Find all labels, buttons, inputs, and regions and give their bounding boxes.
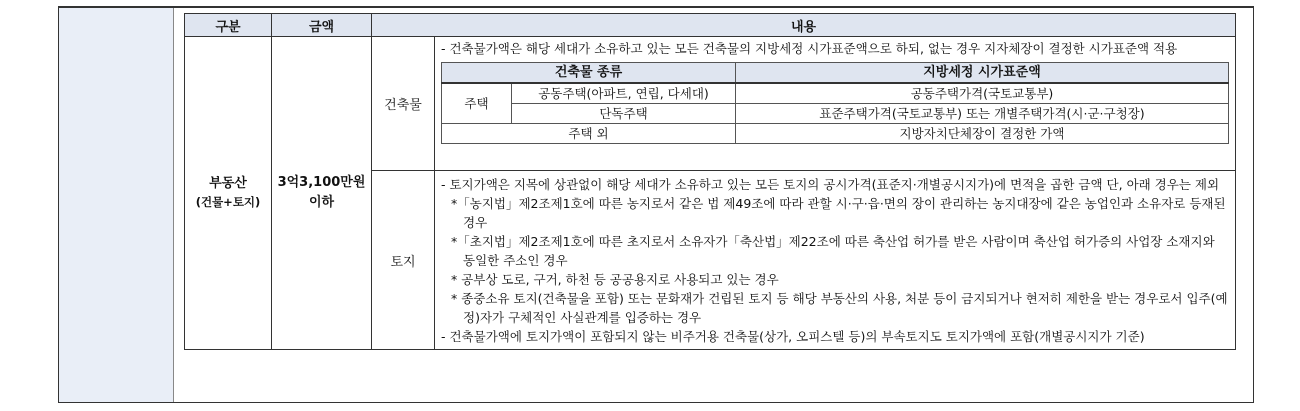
category-sublabel: (건물+토지) [195, 195, 261, 209]
land-line: - 건축물가액에 토지가액이 포함되지 않는 비주거용 건축물(상가, 오피스텔 등)의 부속토지도 토지가액에 포함(개별공시지가 기준) [441, 329, 1145, 344]
inner-header-type: 건축물 종류 [442, 63, 736, 84]
inner-type-cell: 주택 외 [442, 124, 736, 144]
header-content: 내용 [372, 14, 1236, 37]
header-row [185, 14, 1236, 37]
inner-row [442, 104, 1229, 124]
inner-header-value: 지방세정 시가표준액 [736, 63, 1229, 84]
amount-qualifier: 이하 [308, 195, 335, 210]
building-type-table [441, 62, 1229, 144]
building-label: 건축물 [372, 37, 435, 171]
header-category: 구분 [185, 14, 272, 37]
document-frame [58, 6, 1254, 403]
inner-row [442, 124, 1229, 144]
inner-type-cell: 단독주택 [512, 104, 736, 124]
amount-value: 3억3,100만원 [277, 175, 366, 190]
land-exception-note: * 종중소유 토지(건축물을 포함) 또는 문화재가 건립된 토지 등 해당 부동산의 사용, 처분 등이 금지되거나 현저히 제한을 받는 경우로서 입주(예정)자가 구체적인 사실관계를 입증하는 경우 [451, 291, 1228, 325]
inner-value-cell: 공동주택가격(국토교통부) [736, 83, 1229, 104]
building-content [435, 37, 1236, 171]
building-row [185, 37, 1236, 171]
building-description: - 건축물가액은 해당 세대가 소유하고 있는 모든 건축물의 지방세정 시가표준액으로 하되, 없는 경우 지자체장이 결정한 시가표준액 적용 [441, 41, 1178, 56]
amount-cell [272, 37, 372, 350]
header-amount: 금액 [272, 14, 372, 37]
land-content [435, 171, 1236, 350]
land-exception-note: *「농지법」제2조제1호에 따른 농지로서 같은 법 제49조에 따라 관할 시·구·읍·면의 장이 관리하는 농지대장에 같은 농업인과 소유자로 등재된 경우 [451, 196, 1226, 230]
category-cell [185, 37, 272, 350]
asset-criteria-table [184, 13, 1236, 350]
inner-type-cell: 공동주택(아파트, 연립, 다세대) [512, 83, 736, 104]
house-label: 주택 [442, 83, 512, 124]
inner-row [442, 83, 1229, 104]
land-label: 토지 [372, 171, 435, 350]
inner-header-row [442, 63, 1229, 84]
land-exception-note: *「초지법」제2조제1호에 따른 초지로서 소유자가「축산법」제22조에 따른 축산업 허가를 받은 사람이며 축산업 허가증의 사업장 소재지와 동일한 주소인 경우 [451, 234, 1215, 268]
land-line: - 토지가액은 지목에 상관없이 해당 세대가 소유하고 있는 모든 토지의 공시가격(표준지·개별공시지가)에 면적을 곱한 금액 단, 아래 경우는 제외 [441, 177, 1220, 192]
left-margin-column [59, 8, 174, 402]
land-exception-note: * 공부상 도로, 구거, 하천 등 공공용지로 사용되고 있는 경우 [451, 272, 779, 287]
inner-value-cell: 지방자치단체장이 결정한 가액 [736, 124, 1229, 144]
inner-value-cell: 표준주택가격(국토교통부) 또는 개별주택가격(시·군·구청장) [736, 104, 1229, 124]
category-label: 부동산 [209, 176, 247, 191]
